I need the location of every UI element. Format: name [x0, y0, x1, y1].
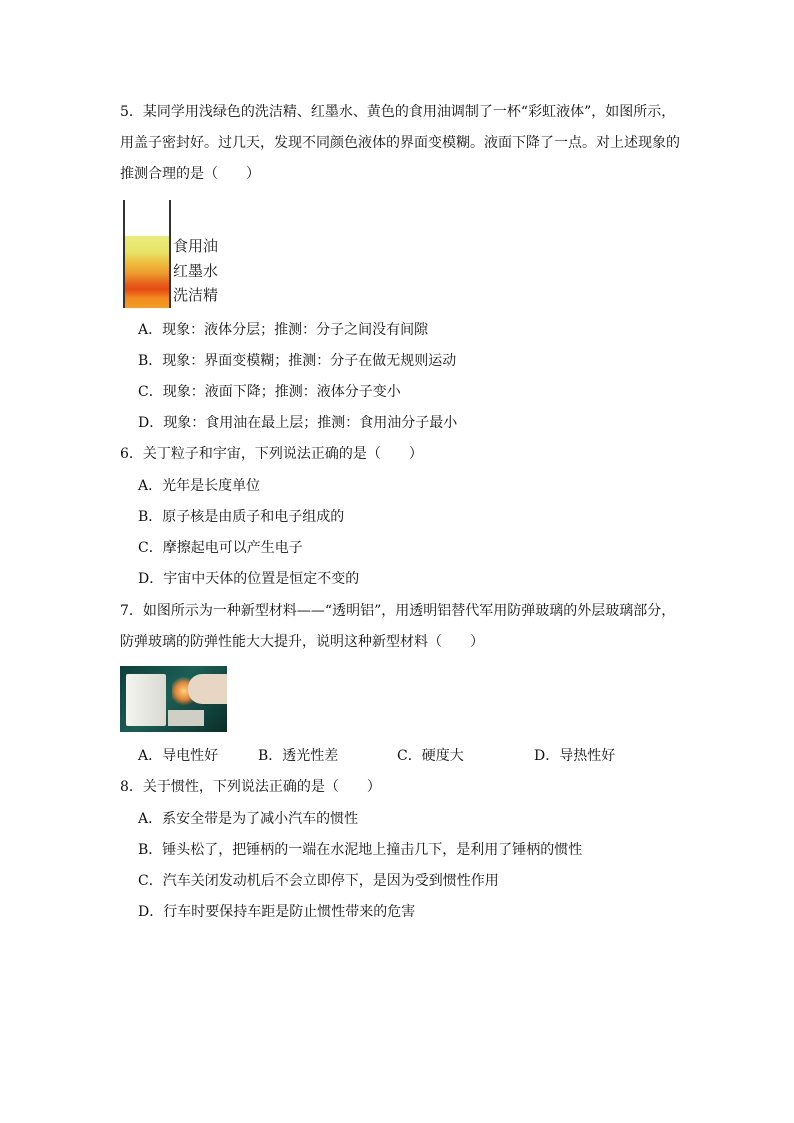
q7-stem-line-2: 防弹玻璃的防弹性能大大提升，说明这种新型材料（ ）	[120, 634, 484, 650]
q7-stem-line-1: 7．如图所示为一种新型材料——“透明铝”，用透明铝替代军用防弹玻璃的外层玻璃部分，	[120, 603, 676, 619]
q8-option-a[interactable]: A．系安全带是为了减小汽车的惯性	[138, 811, 359, 827]
q6-option-b[interactable]: B．原子核是由质子和电子组成的	[138, 509, 345, 525]
q6-stem: 6．关丁粒子和宇宙，下列说法正确的是（ ）	[120, 446, 423, 462]
q8-option-d[interactable]: D．行车时要保持车距是防止惯性带来的危害	[138, 904, 416, 920]
q8-stem: 8．关于惯性，下列说法正确的是（ ）	[120, 779, 381, 795]
transparent-aluminum-photo	[120, 666, 227, 732]
figure-label-cooking-oil: 食用油	[173, 237, 219, 255]
transparent-aluminum-block	[126, 674, 166, 726]
layered-liquid	[125, 236, 169, 308]
q5-option-a[interactable]: A．现象：液体分层；推测：分子之间没有间隙	[138, 322, 429, 338]
rainbow-liquid-beaker-figure	[123, 200, 171, 308]
q8-option-b[interactable]: B．锤头松了，把锤柄的一端在水泥地上撞击几下，是利用了锤柄的惯性	[138, 842, 583, 858]
q5-stem-line-3: 推测合理的是（ ）	[120, 166, 260, 182]
q5-option-b[interactable]: B．现象：界面变模糊；推测：分子在做无规则运动	[138, 353, 457, 369]
q6-option-a[interactable]: A．光年是长度单位	[138, 478, 261, 494]
q5-option-c[interactable]: C．现象：液面下降；推测：液体分子变小	[138, 384, 401, 400]
q5-option-d[interactable]: D．现象：食用油在最上层；推测：食用油分子最小	[138, 415, 458, 431]
stand-base	[168, 710, 204, 726]
q5-stem-line-1: 5．某同学用浅绿色的洗洁精、红墨水、黄色的食用油调制了一杯“彩虹液体”，如图所示，	[120, 104, 676, 120]
q5-stem-line-2: 用盖子密封好。过几天，发现不同颜色液体的界面变模糊。液面下降了一点。对上述现象的	[120, 135, 680, 151]
figure-label-detergent: 洗洁精	[173, 286, 219, 304]
q7-option-d[interactable]: D．导热性好	[534, 748, 616, 764]
q7-option-c[interactable]: C．硬度大	[397, 748, 464, 764]
beaker-right-wall	[169, 200, 171, 308]
hand-holding-match	[188, 674, 227, 704]
figure-label-red-ink: 红墨水	[173, 262, 219, 280]
q7-option-b[interactable]: B．透光性差	[258, 748, 339, 764]
q7-option-a[interactable]: A．导电性好	[138, 748, 219, 764]
q6-option-c[interactable]: C．摩擦起电可以产生电子	[138, 540, 303, 556]
q8-option-c[interactable]: C．汽车关闭发动机后不会立即停下，是因为受到惯性作用	[138, 873, 499, 889]
q6-option-d[interactable]: D．宇宙中天体的位置是恒定不变的	[138, 571, 360, 587]
